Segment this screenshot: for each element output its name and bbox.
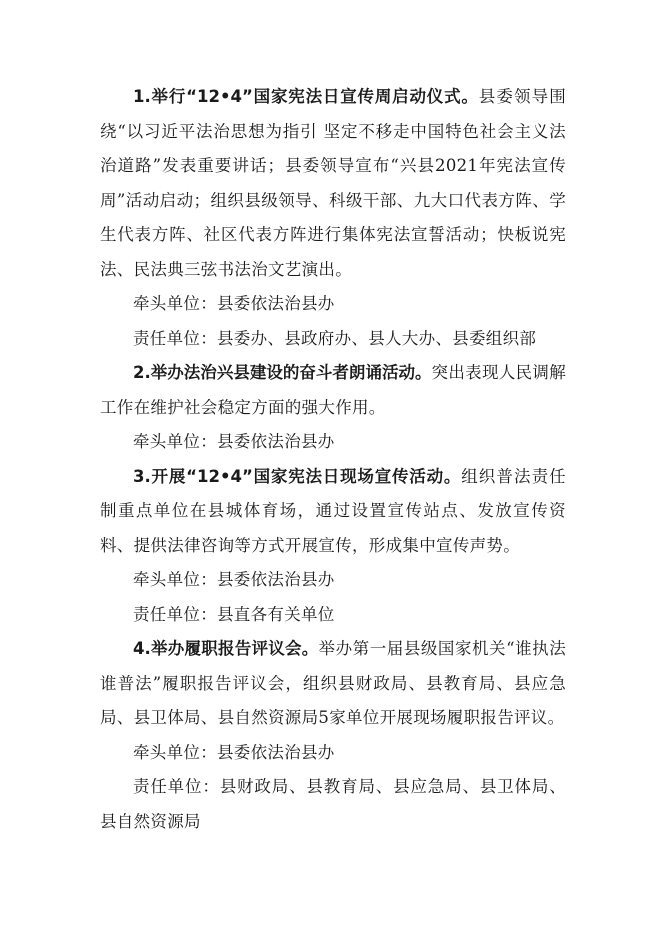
item-4-lead-unit: 牵头单位：县委依法治县办 [133, 742, 335, 762]
item-3-paragraph [100, 460, 566, 564]
item-2-heading: 2.举办法治兴县建设的奋斗者朗诵活动。 [133, 363, 432, 382]
item-1-paragraph [100, 80, 566, 287]
item-2-body: 突出表现人民调解工作在维护社会稳定方面的强大作用。 [100, 363, 566, 417]
item-4-heading: 4.举办履职报告评议会。 [133, 639, 319, 658]
item-4-paragraph [100, 632, 566, 736]
item-2-lead-unit: 牵头单位：县委依法治县办 [133, 432, 335, 451]
item-1-heading: 1.举行“12•4”国家宪法日宣传周启动仪式。 [133, 87, 479, 106]
item-4-responsible-unit: 责任单位：县财政局、县教育局、县应急局、县卫体局、县自然资源局 [100, 777, 566, 831]
item-2-paragraph [100, 356, 566, 425]
item-3-lead-unit: 牵头单位：县委依法治县办 [133, 570, 335, 589]
item-3-responsible-unit: 责任单位：县直各有关单位 [133, 604, 335, 624]
item-1-responsible-unit: 责任单位：县委办、县政府办、县人大办、县委组织部 [133, 328, 537, 348]
item-1-body: 县委领导围绕“以习近平法治思想为指引 坚定不移走中国特色社会主义法治道路”发表重要讲话；县委领导宣布“兴县2021年宪法宣传周”活动启动；组织县级领导、科级干部、九大口代表方阵、学生代表方阵、社区代表方阵进行集体宪法宣誓活动；快板说宪法、民法典三弦书法治文艺演出。 [100, 87, 566, 279]
document-content [100, 80, 566, 839]
item-4-body: 举办第一届县级国家机关“谁执法谁普法”履职报告评议会，组织县财政局、县教育局、县应急局、县卫体局、县自然资源局5家单位开展现场履职报告评议。 [100, 639, 567, 727]
item-3-body: 组织普法责任制重点单位在县城体育场，通过设置宣传站点、发放宣传资料、提供法律咨询等方式开展宣传，形成集中宣传声势。 [100, 466, 566, 555]
item-3-heading: 3.开展“12•4”国家宪法日现场宣传活动。 [133, 466, 462, 486]
item-1-lead-unit: 牵头单位：县委依法治县办 [133, 294, 335, 313]
